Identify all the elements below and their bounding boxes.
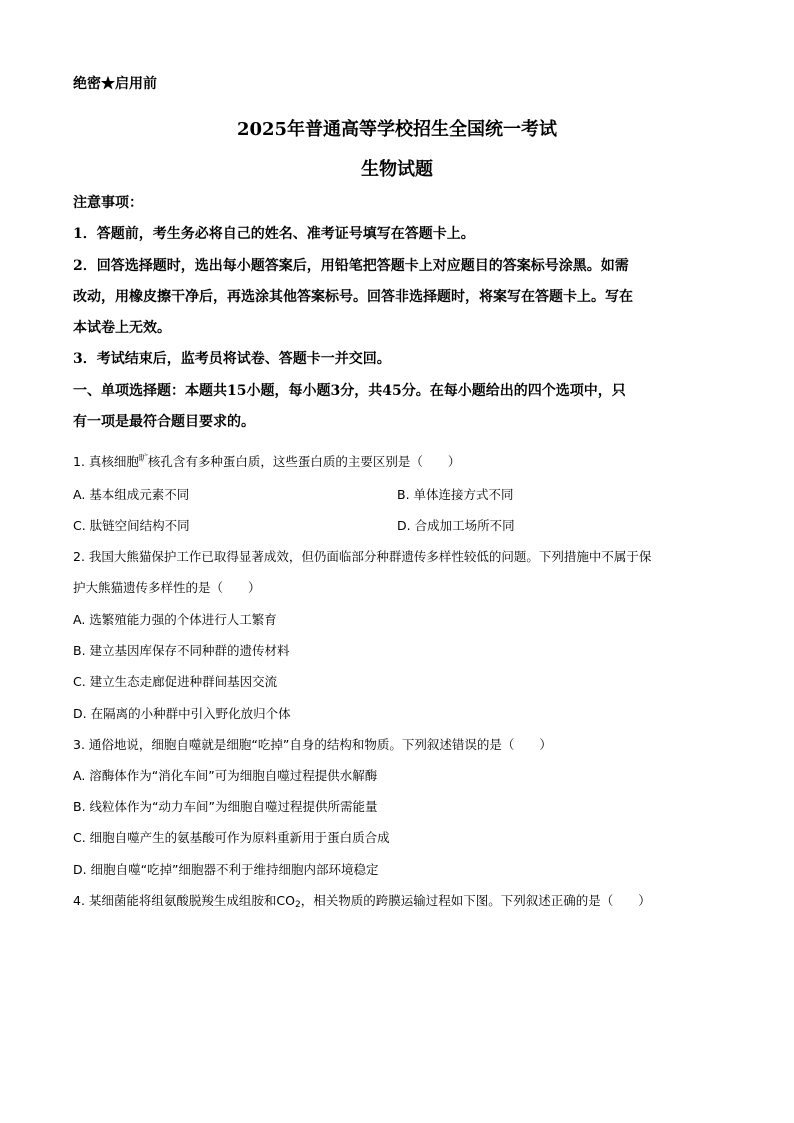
exam-title: 2025年普通高等学校招生全国统一考试 [236, 119, 558, 140]
question-3-stem: 3. 通俗地说，细胞自噬就是细胞“吃掉”自身的结构和物质。下列叙述错误的是（ ） [73, 737, 552, 752]
question-4-stem [73, 891, 651, 910]
question-3-option-c: C. 细胞自噬产生的氨基酸可作为原料重新用于蛋白质合成 [73, 830, 390, 845]
question-2-stem-line-2: 护大熊猫遗传多样性的是（ ） [73, 580, 261, 595]
question-4-stem-end: ，相关物质的跨膜运输过程如下图。下列叙述正确的是（ ） [300, 893, 651, 908]
question-3-option-a: A. 溶酶体作为“消化车间”可为细胞自噬过程提供水解酶 [73, 768, 378, 783]
confidential-label: 绝密★启用前 [73, 76, 157, 92]
question-1-option-c: C. 肽链空间结构不同 [73, 518, 190, 533]
note-2-line-1: 2．回答选择题时，选出每小题答案后，用铅笔把答题卡上对应题目的答案标号涂黑。如需 [73, 258, 629, 274]
question-3-option-d: D. 细胞自噬“吃掉”细胞器不利于维持细胞内部环境稳定 [73, 862, 379, 877]
section-heading-line-2: 有一项是最符合题目要求的。 [73, 414, 255, 430]
question-1-stem-start: 1. 真核细胞 [73, 454, 139, 469]
question-2-stem-line-1: 2. 我国大熊猫保护工作已取得显著成效，但仍面临部分种群遗传多样性较低的问题。下列措施中不属于保 [73, 549, 652, 564]
notes-heading: 注意事项： [73, 195, 143, 211]
question-3-option-b: B. 线粒体作为“动力车间”为细胞自噬过程提供所需能量 [73, 799, 378, 814]
question-2-option-d: D. 在隔离的小种群中引入野化放归个体 [73, 706, 291, 721]
question-1-stem-end: 核孔含有多种蛋白质，这些蛋白质的主要区别是（ ） [147, 454, 461, 469]
note-3: 3．考试结束后，监考员将试卷、答题卡一并交回。 [73, 351, 391, 367]
question-1-stem [73, 452, 460, 470]
question-1-stem-mark: 旷 [138, 454, 148, 464]
subject-title: 生物试题 [361, 159, 433, 180]
question-2-option-a: A. 选繁殖能力强的个体进行人工繁育 [73, 612, 277, 627]
question-1-option-b: B. 单体连接方式不同 [397, 487, 514, 502]
question-1-option-d: D. 合成加工场所不同 [397, 518, 515, 533]
question-4-stem-start: 4. 某细菌能将组氨酸脱羧生成组胺和CO [73, 893, 295, 908]
question-1-option-a: A. 基本组成元素不同 [73, 487, 190, 502]
note-1: 1．答题前，考生务必将自己的姓名、准考证号填写在答题卡上。 [73, 226, 475, 242]
question-4-stem-subscript: 2 [294, 900, 301, 910]
section-heading-line-1: 一、单项选择题：本题共15小题，每小题3分，共45分。在每小题给出的四个选项中，只 [73, 383, 626, 399]
question-2-option-b: B. 建立基因库保存不同种群的遗传材料 [73, 643, 290, 658]
note-2-line-3: 本试卷上无效。 [73, 320, 171, 336]
question-2-option-c: C. 建立生态走廊促进种群间基因交流 [73, 674, 278, 689]
note-2-line-2: 改动，用橡皮擦干净后，再选涂其他答案标号。回答非选择题时，将案写在答题卡上。写在 [73, 289, 633, 305]
